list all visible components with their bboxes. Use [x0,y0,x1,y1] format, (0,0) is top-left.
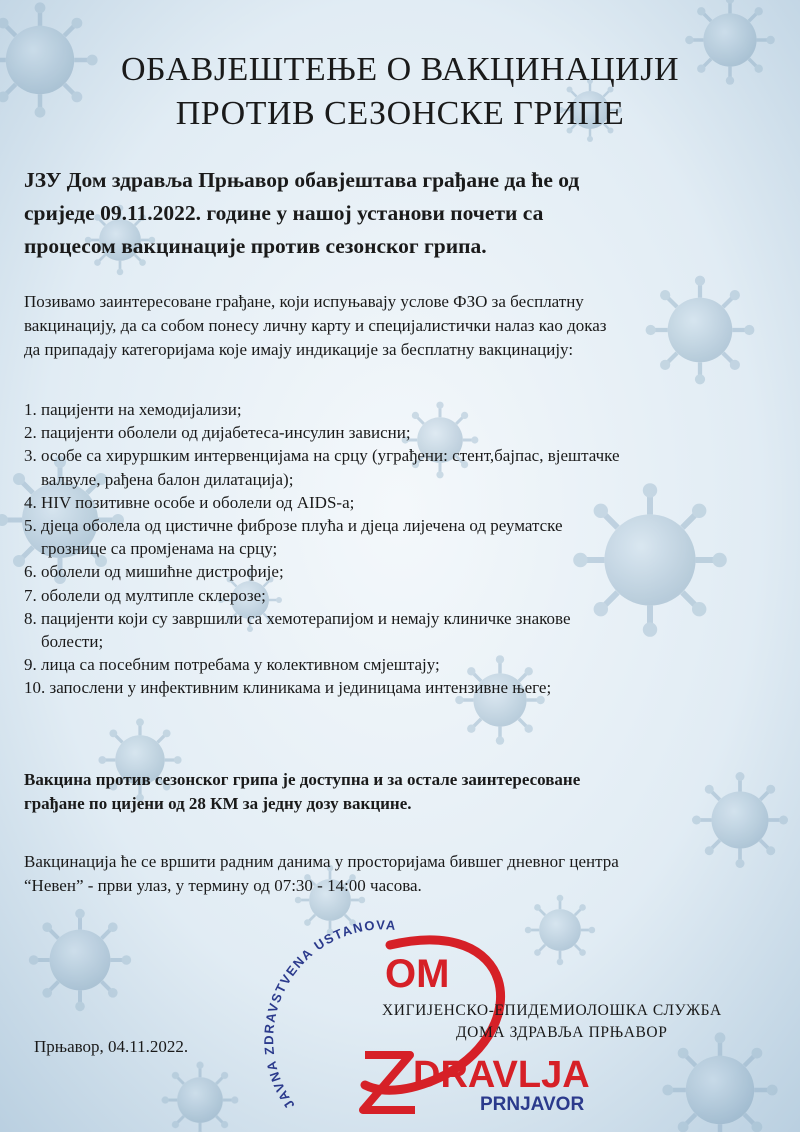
logo-word-om: OM [385,952,450,996]
invite-paragraph [24,290,784,362]
category-list [24,398,794,700]
schedule-line: Вакцинација ће се вршити радним данима у просторијама бившег дневног центра [24,852,619,871]
place-date: Прњавор, 04.11.2022. [34,1037,189,1056]
lead-paragraph [24,164,784,263]
svg-text:JAVNA ZDRAVSTVENA USTANOVA [261,917,397,1112]
logo-word-dravlja: DRAVLJA [413,1054,590,1096]
list-item: 2. пацијенти оболели од дијабетеса-инсулин зависни; [24,423,411,443]
list-item: 10. запослени у инфективним клиникама и јединицама интензивне његе; [24,678,552,698]
service-line: ДОМА ЗДРАВЉА ПРЊАВОР [456,1024,668,1041]
list-item: 6. оболели од мишићне дистрофије; [24,562,284,582]
list-item: 1. пацијенти на хемодијализи; [24,400,242,419]
invite-line: Позивамо заинтересоване грађане, који испуњавају услове ФЗО за бесплатну [24,292,584,311]
list-item: 7. оболели од мултипле склерозе; [24,585,266,605]
price-line: Вакцина против сезонског грипа је доступна и за остале заинтересоване [24,770,581,789]
list-item: 5. дјеца оболела од цистичне фиброзе плућа и дјеца лијечена од реуматске грознице са промјенама на срцу; [24,516,563,559]
lead-line: сриједе 09.11.2022. године у нашој установи почети са [24,201,544,225]
logo-arc-text: JAVNA ZDRAVSTVENA USTANOVA [261,917,398,1112]
invite-line: да припадају категоријама које имају индикације за бесплатну вакцинацију: [24,340,574,359]
title-line-2: ПРОТИВ СЕЗОНСКЕ ГРИПЕ [175,95,625,132]
service-signature [382,1000,722,1044]
price-paragraph [24,768,580,816]
lead-line: процесом вакцинације против сезонског грипа. [24,234,487,258]
list-item: 3. особе са хируршким интервенцијама на срцу (уграђени: стент,бајпас, вјештачке валвуле, рађена балон дилатација); [24,446,620,489]
logo-word-prnjavor: PRNJAVOR [480,1094,585,1115]
title-line-1: ОБАВЈЕШТЕЊЕ О ВАКЦИНАЦИЈИ [120,51,680,88]
list-item: 4. HIV позитивне особе и оболели од AIDS-а; [24,492,355,512]
service-line: ХИГИЈЕНСКО-ЕПИДЕМИОЛОШКА СЛУЖБА [382,1002,722,1019]
schedule-paragraph [24,850,619,898]
lead-line: ЈЗУ Дом здравља Прњавор обавјештава грађане да ће од [24,168,580,192]
list-item: 9. лица са посебним потребама у колективном смјештају; [24,655,440,675]
invite-line: вакцинацију, да са собом понесу личну карту и специјалистички налаз као доказ [24,316,607,335]
schedule-line: “Невен” - први улаз, у термину од 07:30 - 14:00 часова. [24,876,422,895]
price-line: грађане по цијени од 28 КМ за једну дозу вакцине. [24,794,412,813]
logo-z-swoosh [363,1055,415,1110]
list-item: 8. пацијенти који су завршили са хемотерапијом и немају клиничке знакове болести; [24,608,571,652]
